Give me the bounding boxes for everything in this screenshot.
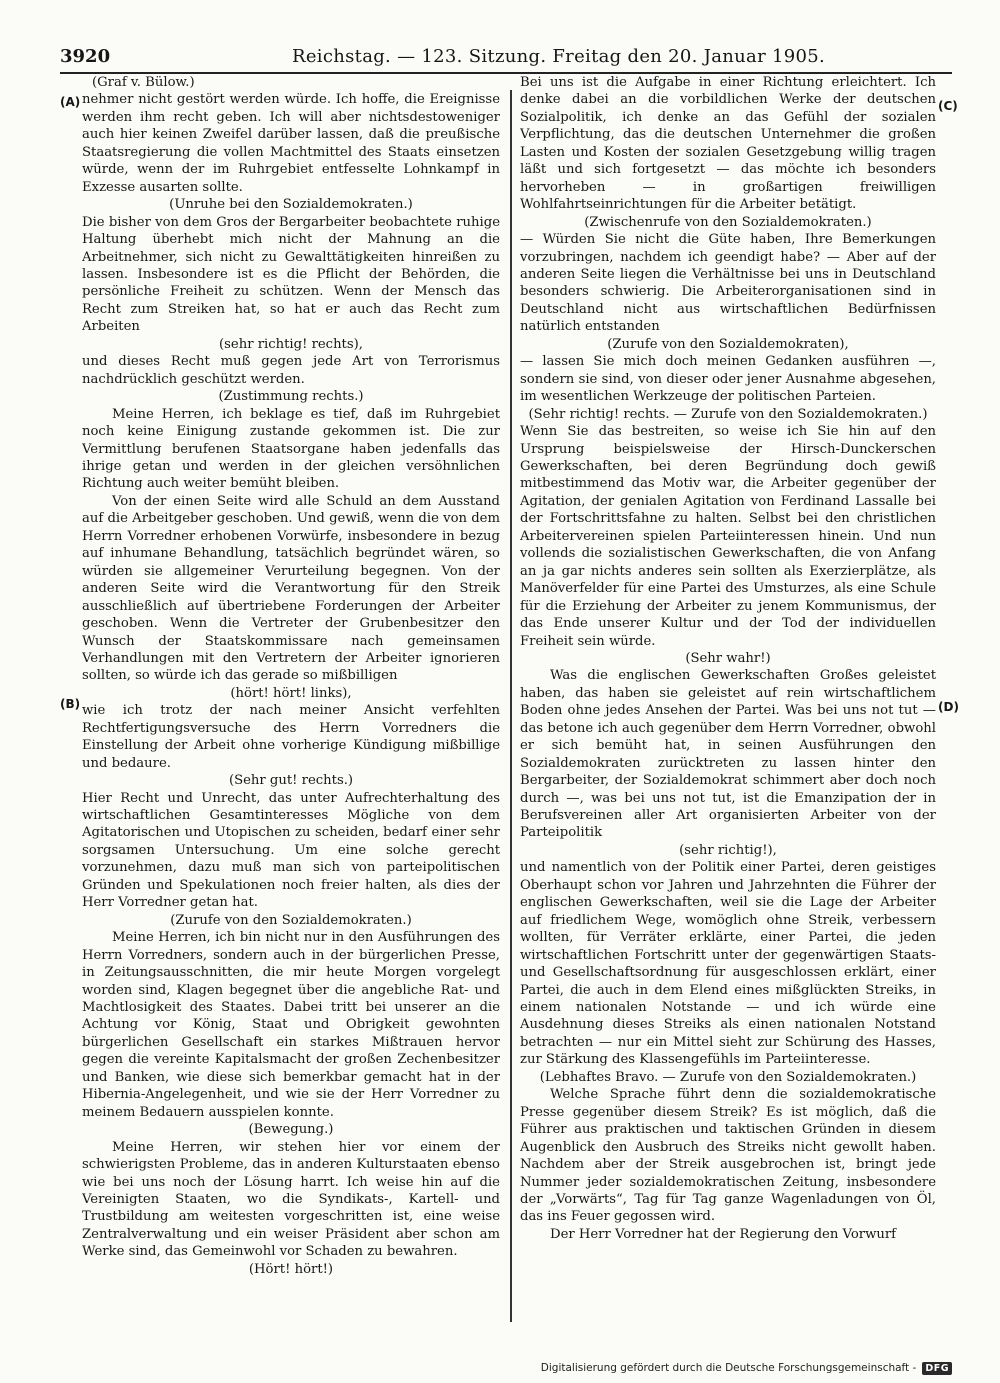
paragraph: nehmer nicht gestört werden würde. Ich hoffe, die Ereignisse werden ihm recht geben. Ich will aber nichtsdestoweniger auch hier keinen Zweifel darüber lassen, daß die preußische Staatsregierung die vollen Machtmittel des Staats einsetzen würde, wenn der im Ruhrgebiet entfesselte Lohnkampf in Exzesse ausarten sollte. <box>82 92 500 195</box>
interjection: (Zwischenrufe von den Sozialdemokraten.) <box>584 214 872 230</box>
paragraph: und dieses Recht muß gegen jede Art von Terrorismus nachdrücklich geschützt werden. <box>82 354 500 387</box>
interjection: (Sehr wahr!) <box>685 650 771 666</box>
interjection: (Zustimmung rechts.) <box>218 389 364 405</box>
right-column <box>520 74 936 1336</box>
margin-letter-b: (B) <box>60 697 81 711</box>
paragraph: Meine Herren, ich bin nicht nur in den Ausführungen des Herrn Vorredners, sondern auch in der bürgerlichen Presse, in Zeitungsausschnitten, die mir heute Morgen vorgelegt worden sind, Klagen begegnet über die angebliche Rat- und Machtlosigkeit des Staates. Dabei tritt bei unserer an die Achtung vor König, Staat und Obrigkeit gewohnten bürgerlichen Gesellschaft ein starkes Mißtrauen hervor gegen die vereinte Kapitalsmacht der großen Zechenbesitzer und Banken, wie diese sich bemerkbar gemacht hat in der Hibernia-Angelegenheit, und wie sie der Herr Vorredner zu meinem Bedauern ausspielen konnte. <box>82 930 500 1120</box>
interjection: (sehr richtig!), <box>679 842 777 858</box>
paragraph: wie ich trotz der nach meiner Ansicht verfehlten Rechtfertigungsversuche des Herrn Vorredners die Einstellung der Arbeit ohne vorherige Kündigung mißbillige und bedaure. <box>82 703 500 771</box>
paragraph: Hier Recht und Unrecht, das unter Aufrechterhaltung des wirtschaftlichen Gesamtinteresses Mögliche von dem Agitatorischen und Utopischen zu scheiden, bedarf einer sehr sorgsamen Untersuchung. Um eine solche gerecht vorzunehmen, dazu muß man sich von parteipolitischen Gründen und Spekulationen noch freier halten, als dies der Herr Vorredner getan hat. <box>82 790 500 911</box>
paragraph: Bei uns ist die Aufgabe in einer Richtung erleichtert. Ich denke dabei an die vorbildlichen Werke der deutschen Sozialpolitik, ich denke an das Gefühl der sozialen Verpflichtung, das die deutschen Unternehmer die großen Lasten und Kosten der sozialen Gesetzgebung willig tragen läßt und sich fortgesetzt — das möchte ich besonders hervorheben — in großartigen freiwilligen Wohlfahrtseinrichtungen für die Arbeiter betätigt. <box>520 75 936 213</box>
footer-text: Digitalisierung gefördert durch die Deutsche Forschungsgemeinschaft - <box>540 1362 917 1374</box>
digitization-footer <box>541 1360 952 1376</box>
interjection: (Sehr richtig! rechts. — Zurufe von den Sozialdemokraten.) <box>528 406 928 422</box>
paragraph: Meine Herren, wir stehen hier vor einem der schwierigsten Probleme, das in anderen Kulturstaaten ebenso wie bei uns noch der Lösung harrt. Ich weise hin auf die Vereinigten Staaten, wo die Syndikats-, Kartell- und Trustbildung am weitesten vorgeschritten ist, eine weise Zentralverwaltung und ein weiser Präsident aber schon am Werke sind, das Gemeinwohl vor Schaden zu bewahren. <box>82 1139 500 1260</box>
interjection: (Unruhe bei den Sozialdemokraten.) <box>169 197 413 213</box>
margin-letter-a: (A) <box>60 95 81 109</box>
left-column <box>82 74 500 1336</box>
paragraph: Die bisher von dem Gros der Bergarbeiter beobachtete ruhige Haltung überhebt mich nicht der Mahnung an die Arbeitnehmer, sich nicht zu Gewalttätigkeiten hinreißen zu lassen. Insbesondere ist es die Pflicht der Behörden, die persönliche Freiheit zu schützen. Wenn der Mensch das Recht zum Streiken hat, so hat er auch das Recht zum Arbeiten <box>82 214 500 335</box>
paragraph: — lassen Sie mich doch meinen Gedanken ausführen —, sondern sie sind, von dieser oder jener Ausnahme abgesehen, im wesentlichen Werkzeuge der politischen Parteien. <box>520 354 936 405</box>
interjection: (Bewegung.) <box>248 1122 334 1138</box>
interjection: (hört! hört! links), <box>230 685 352 701</box>
margin-letter-d: (D) <box>938 700 959 714</box>
paragraph: Welche Sprache führt denn die sozialdemokratische Presse gegenüber diesem Streik? Es ist möglich, daß die Führer aus praktischen und taktischen Gründen in diesem Augenblick den Ausbruch des Streiks nicht gewollt haben. Nachdem aber der Streik ausgebrochen ist, bringt jede Nummer jeder sozialdemokratischen Zeitung, insbesondere der „Vorwärts“, Tag für Tag ganze Wagenladungen von Öl, das ins Feuer gegossen wird. <box>520 1087 936 1225</box>
paragraph: und namentlich von der Politik einer Partei, deren geistiges Oberhaupt schon vor Jahren und Jahrzehnten die Führer der englischen Gewerkschaften, weil sie die Lage der Arbeiter auf friedlichem Wege, womöglich ohne Streik, verbessern wollten, für Verräter erklärte, einer Partei, die jeden wirtschaftlichen Fortschritt unter der gegenwärtigen Staats- und Gesellschaftsordnung für ausgeschlossen erklärt, einer Partei, die auch in dem Elend eines mißglückten Streiks, in einem nationalen Notstande — und ich würde eine Ausdehnung dieses Streiks als einen nationalen Notstand betrachten — nur ein Mittel sieht zur Schürung des Hasses, zur Stärkung des Klassengefühls im Parteiinteresse. <box>520 860 936 1068</box>
paragraph: Von der einen Seite wird alle Schuld an dem Ausstand auf die Arbeitgeber geschoben. Und gewiß, wenn die von dem Herrn Vorredner erhobenen Vorwürfe, insbesondere in bezug auf inhumane Behandlung, tatsächlich begründet wären, so würden sie allgemeiner Verurteilung begegnen. Von der anderen Seite wird die Verantwortung für den Streik ausschließlich auf übertriebene Forderungen der Arbeiter geschoben. Wenn die Vertreter der Grubenbesitzer den Wunsch der Staatskommissare nach gemeinsamen Verhandlungen mit den Vertretern der Arbeiter ignorieren sollten, so würde ich das gerade so mißbilligen <box>82 493 500 684</box>
interjection: (Hört! hört!) <box>248 1261 334 1277</box>
running-head: Reichstag. — 123. Sitzung. Freitag den 20. Januar 1905. <box>292 46 826 67</box>
page-number: 3920 <box>60 46 111 67</box>
margin-letter-c: (C) <box>938 99 958 113</box>
interjection: (Zurufe von den Sozialdemokraten), <box>607 336 849 352</box>
interjection: (Sehr gut! rechts.) <box>228 773 354 789</box>
interjection: (Zurufe von den Sozialdemokraten.) <box>170 912 412 928</box>
paragraph: Der Herr Vorredner hat der Regierung den Vorwurf <box>550 1226 897 1242</box>
interjection: (sehr richtig! rechts), <box>219 336 363 352</box>
dfg-logo: DFG <box>922 1362 952 1375</box>
paragraph: Was die englischen Gewerkschaften Großes geleistet haben, das haben sie geleistet auf rein wirtschaftlichem Boden ohne jedes Ansehen der Partei. Was bei uns not tut — das betone ich auch gegenüber dem Herrn Vorredner, obwohl er sich bemüht hat, in seinen Ausführungen den Sozialdemokraten zurücktreten zu lassen hinter den Bergarbeiter, der Sozialdemokrat schimmert aber doch noch durch —, was bei uns not tut, ist die Emanzipation der in Berufsvereinen aller Art organisierten Arbeiter von der Parteipolitik <box>520 668 936 841</box>
interjection: (Lebhaftes Bravo. — Zurufe von den Sozialdemokraten.) <box>539 1069 917 1085</box>
page-header <box>60 44 952 72</box>
paragraph: Meine Herren, ich beklage es tief, daß im Ruhrgebiet noch keine Einigung zustande gekommen ist. Die zur Vermittlung berufenen Staatsorgane haben jedenfalls das ihrige getan und werden in der gleichen versöhnlichen Richtung auch weiter bemüht bleiben. <box>82 406 500 492</box>
column-divider <box>510 90 512 1322</box>
paragraph: — Würden Sie nicht die Güte haben, Ihre Bemerkungen vorzubringen, nachdem ich geendigt habe? — Aber auf der anderen Seite liegen die Verhältnisse bei uns in Deutschland besonders schwierig. Die Arbeiterorganisationen sind in Deutschland nicht aus wirtschaftlichen Bedürfnissen natürlich entstanden <box>520 232 936 335</box>
speaker-note: (Graf v. Bülow.) <box>92 75 195 90</box>
paragraph: Wenn Sie das bestreiten, so weise ich Sie hin auf den Ursprung beispielsweise der Hirsch-Dunckerschen Gewerkschaften, bei deren Begründung doch gewiß mitbestimmend das Motiv war, die Arbeiter gegenüber der Agitation, der genialen Agitation von Ferdinand Lassalle bei der Fortschrittsfahne zu halten. Selbst bei den christlichen Arbeitervereinen spielen Parteiinteressen hinein. Und nun vollends die sozialistischen Gewerkschaften, die von Anfang an ja gar nichts anderes sein sollten als Exerzierplätze, als Manöverfelder für eine Partei des Umsturzes, als eine Schule für die Erziehung der Arbeiter zu jenem Kommunismus, der das Ende unserer Kultur und der Tod der individuellen Freiheit sein würde. <box>520 424 936 649</box>
